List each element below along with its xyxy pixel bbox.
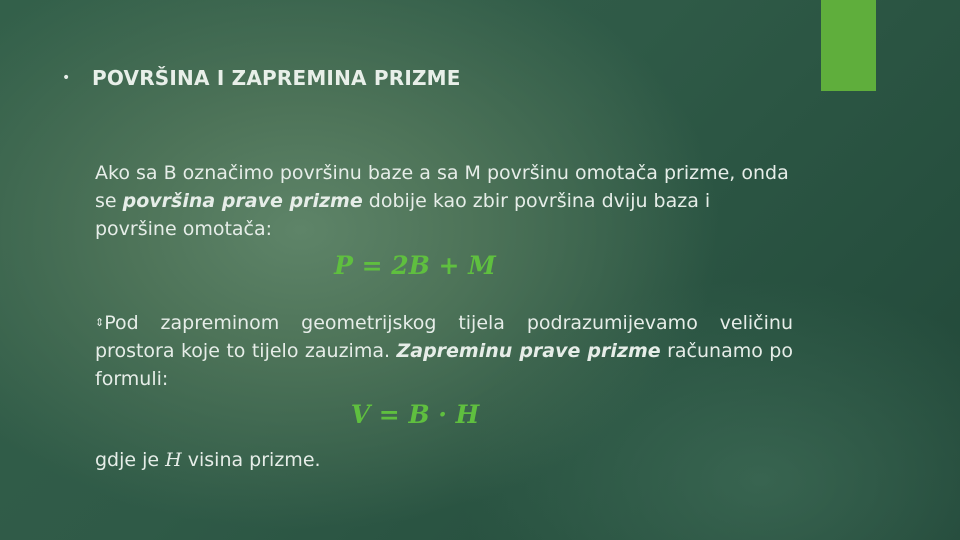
- bold-term: površina prave prizme: [122, 190, 363, 212]
- paragraph-volume: [95, 309, 793, 393]
- bullet-icon: •: [62, 70, 71, 86]
- paragraph-text: računamo po formuli:: [95, 340, 793, 390]
- paragraph-text: Pod zapreminom geometrijskog tijela podrazumijevamo veličinu prostora koje to tijelo zauzima.: [95, 312, 793, 362]
- title-row: [62, 66, 461, 90]
- variable-h: H: [165, 449, 182, 471]
- paragraph-text: dobije kao zbir površina dviju baza i površine omotača:: [95, 190, 711, 240]
- accent-bar: [821, 0, 876, 91]
- surface-area-formula: P = 2B + M: [334, 251, 496, 280]
- paragraph-text: visina prizme.: [181, 449, 321, 471]
- resize-handle-icon: ⇕: [95, 316, 105, 329]
- paragraph-height-note: [95, 446, 793, 474]
- slide-title: POVRŠINA I ZAPREMINA PRIZME: [92, 66, 461, 90]
- paragraph-surface-area: [95, 159, 793, 243]
- bold-term: Zapreminu prave prizme: [396, 340, 661, 362]
- paragraph-text: Ako sa B označimo površinu baze a sa M površinu omotača prizme, onda se: [95, 162, 789, 212]
- paragraph-text: gdje je: [95, 449, 166, 471]
- volume-formula: V = B · H: [350, 400, 480, 429]
